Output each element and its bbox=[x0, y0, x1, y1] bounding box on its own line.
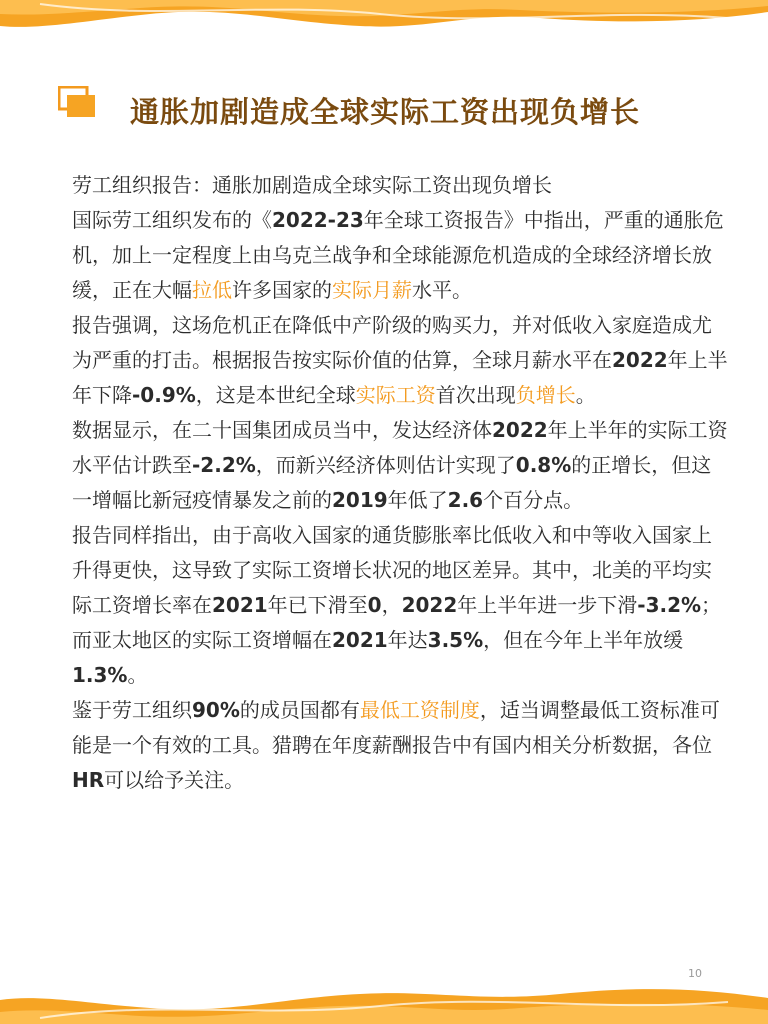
stacked-squares-icon bbox=[58, 86, 98, 122]
bottom-decorative-band bbox=[0, 984, 768, 1024]
section-heading bbox=[58, 86, 718, 136]
page-number: 10 bbox=[688, 967, 702, 980]
article-body bbox=[72, 168, 728, 798]
paragraph-3: 报告强调，这场危机正在降低中产阶级的购买力，并对低收入家庭造成尤为严重的打击。根据报告按实际价值的估算，全球月薪水平在2022年上半年下降-0.9%，这是本世纪全球实际工资首次出现负增长。 bbox=[72, 313, 728, 407]
top-decorative-band bbox=[0, 0, 768, 40]
paragraph-5: 报告同样指出，由于高收入国家的通货膨胀率比低收入和中等收入国家上升得更快，这导致了实际工资增长状况的地区差异。其中，北美的平均实际工资增长率在2021年已下滑至0，2022年上半年进一步下滑-3.2%；而亚太地区的实际工资增幅在2021年达3.5%，但在今年上半年放缓1.3%。 bbox=[72, 523, 722, 687]
paragraph-6: 鉴于劳工组织90%的成员国都有最低工资制度，适当调整最低工资标准可能是一个有效的工具。猎聘在年度薪酬报告中有国内相关分析数据，各位HR可以给予关注。 bbox=[72, 698, 720, 792]
paragraph-1: 劳工组织报告：通胀加剧造成全球实际工资出现负增长 bbox=[72, 173, 552, 197]
page-title: 通胀加剧造成全球实际工资出现负增长 bbox=[130, 95, 641, 129]
paragraph-2: 国际劳工组织发布的《2022-23年全球工资报告》中指出，严重的通胀危机，加上一定程度上由乌克兰战争和全球能源危机造成的全球经济增长放缓，正在大幅拉低许多国家的实际月薪水平。 bbox=[72, 208, 724, 302]
paragraph-4: 数据显示，在二十国集团成员当中，发达经济体2022年上半年的实际工资水平估计跌至-2.2%，而新兴经济体则估计实现了0.8%的正增长，但这一增幅比新冠疫情暴发之前的2019年低了2.6个百分点。 bbox=[72, 418, 728, 512]
